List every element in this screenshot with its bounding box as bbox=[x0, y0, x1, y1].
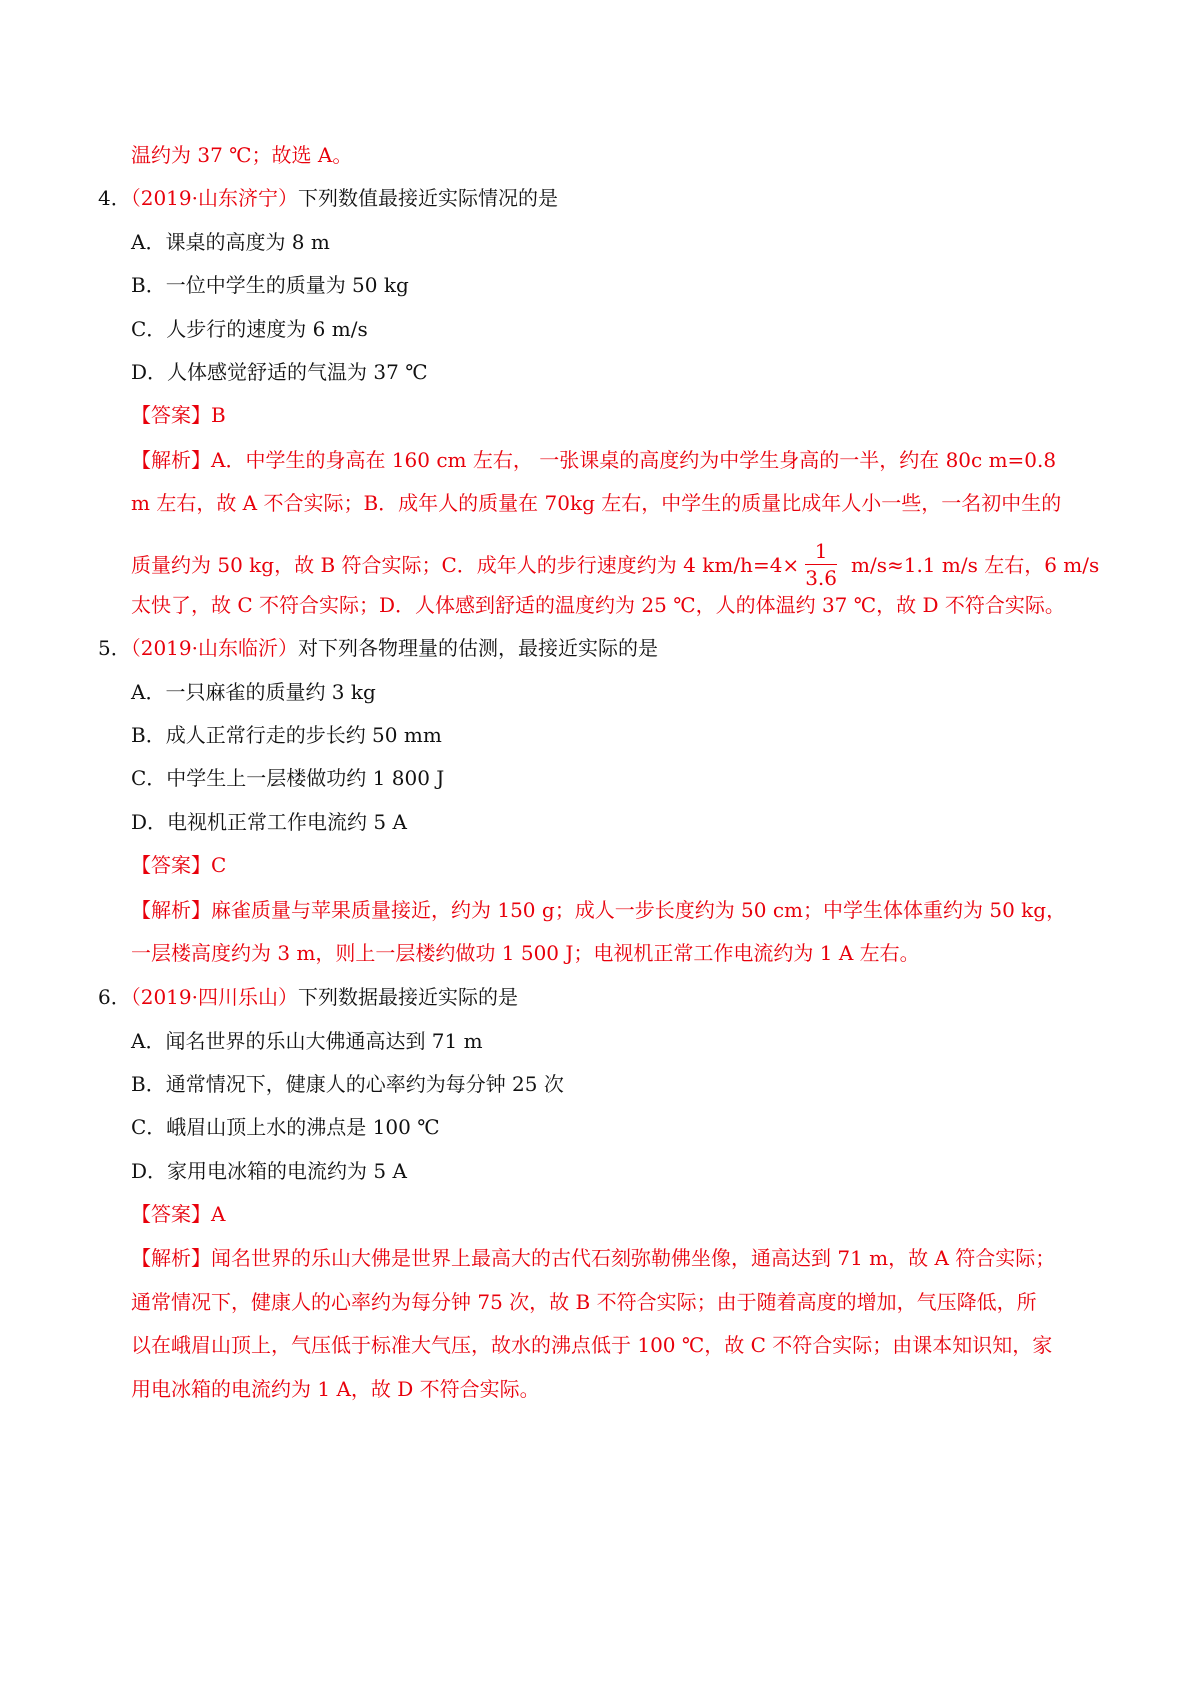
analysis-line: 以在峨眉山顶上，气压低于标准大气压，故水的沸点低于 100 ℃，故 C 不符合实际；由课本知识知，家 bbox=[131, 1333, 1053, 1357]
question-number: 6． bbox=[98, 985, 131, 1009]
analysis-text: 质量约为 50 kg，故 B 符合实际；C．成年人的步行速度约为 4 km/h=4× bbox=[131, 553, 800, 577]
answer-line: 【答案】A bbox=[131, 1202, 226, 1226]
option-a: A．一只麻雀的质量约 3 kg bbox=[131, 680, 376, 704]
option-d: D．家用电冰箱的电流约为 5 A bbox=[131, 1159, 407, 1183]
option-a: A．闻名世界的乐山大佛通高达到 71 m bbox=[131, 1029, 483, 1053]
question-stem-line bbox=[98, 634, 658, 662]
question-stem: 下列数据最接近实际的是 bbox=[298, 985, 518, 1009]
analysis-line: 通常情况下，健康人的心率约为每分钟 75 次，故 B 不符合实际；由于随着高度的增加，气压降低，所 bbox=[131, 1290, 1037, 1314]
question-stem: 对下列各物理量的估测，最接近实际的是 bbox=[298, 636, 658, 660]
answer-line: 【答案】B bbox=[131, 403, 226, 427]
analysis-line: m 左右，故 A 不合实际；B．成年人的质量在 70kg 左右，中学生的质量比成年人小一些，一名初中生的 bbox=[131, 491, 1062, 515]
fraction-denominator: 3.6 bbox=[805, 566, 837, 590]
analysis-line: 【解析】A．中学生的身高在 160 cm 左右， 一张课桌的高度约为中学生身高的一半，约在 80c m=0.8 bbox=[131, 448, 1057, 472]
question-number: 4． bbox=[98, 186, 131, 210]
analysis-line: 【解析】闻名世界的乐山大佛是世界上最高大的古代石刻弥勒佛坐像，通高达到 71 m，故 A 符合实际； bbox=[131, 1246, 1056, 1270]
option-b: B．成人正常行走的步长约 50 mm bbox=[131, 723, 442, 747]
question-stem-line bbox=[98, 184, 558, 212]
analysis-line-with-fraction bbox=[131, 540, 1099, 593]
option-c: C．峨眉山顶上水的沸点是 100 ℃ bbox=[131, 1115, 440, 1139]
option-d: D．电视机正常工作电流约 5 A bbox=[131, 810, 407, 834]
analysis-line: 【解析】麻雀质量与苹果质量接近，约为 150 g；成人一步长度约为 50 cm；中学生体体重约为 50 kg， bbox=[131, 898, 1067, 922]
question-source: （2019·山东临沂） bbox=[130, 636, 298, 660]
answer-line: 【答案】C bbox=[131, 853, 227, 877]
fraction-numerator: 1 bbox=[805, 538, 837, 565]
analysis-line: 太快了，故 C 不符合实际；D．人体感到舒适的温度约为 25 ℃，人的体温约 37 ℃，故 D 不符合实际。 bbox=[131, 593, 1065, 617]
question-source: （2019·四川乐山） bbox=[130, 985, 298, 1009]
question-stem-line bbox=[98, 983, 518, 1011]
analysis-line: 用电冰箱的电流约为 1 A，故 D 不符合实际。 bbox=[131, 1377, 540, 1401]
question-source: （2019·山东济宁） bbox=[130, 186, 298, 210]
option-c: C．人步行的速度为 6 m/s bbox=[131, 317, 368, 341]
option-c: C．中学生上一层楼做功约 1 800 J bbox=[131, 766, 445, 790]
question-number: 5． bbox=[98, 636, 131, 660]
question-stem: 下列数值最接近实际情况的是 bbox=[298, 186, 558, 210]
option-d: D．人体感觉舒适的气温为 37 ℃ bbox=[131, 360, 428, 384]
analysis-text: m/s≈1.1 m/s 左右，6 m/s bbox=[851, 553, 1100, 577]
fraction bbox=[805, 538, 837, 591]
option-b: B．一位中学生的质量为 50 kg bbox=[131, 273, 409, 297]
previous-analysis-tail: 温约为 37 ℃；故选 A。 bbox=[131, 143, 353, 167]
option-b: B．通常情况下，健康人的心率约为每分钟 25 次 bbox=[131, 1072, 564, 1096]
analysis-line: 一层楼高度约为 3 m，则上一层楼约做功 1 500 J；电视机正常工作电流约为 1 A 左右。 bbox=[131, 941, 920, 965]
option-a: A．课桌的高度为 8 m bbox=[131, 230, 330, 254]
